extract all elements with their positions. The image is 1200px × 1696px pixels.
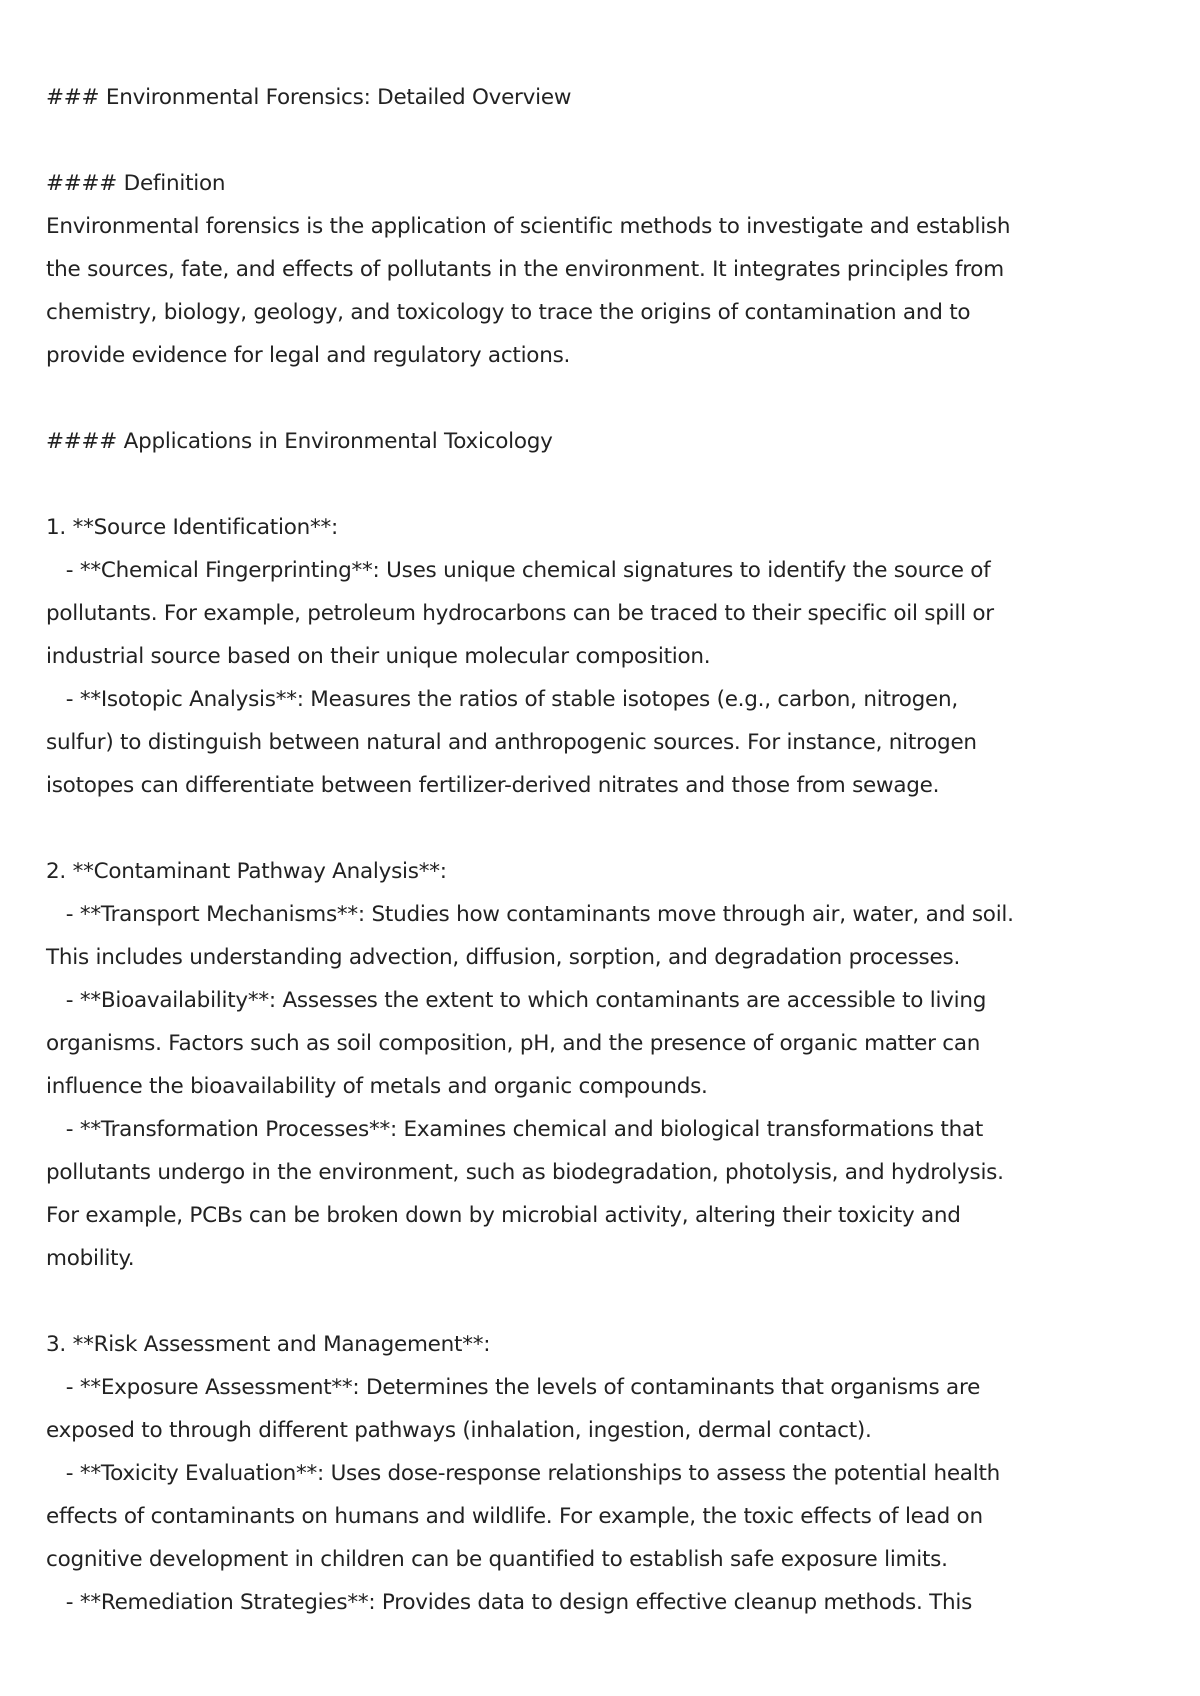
text-line: the sources, fate, and effects of pollutants in the environment. It integrates principles from [46,257,1004,282]
section-heading-definition: #### Definition [46,171,226,196]
doc-title: ### Environmental Forensics: Detailed Overview [46,85,572,110]
text-line: - **Chemical Fingerprinting**: Uses unique chemical signatures to identify the source of [46,558,991,583]
text-line: chemistry, biology, geology, and toxicology to trace the origins of contamination and to [46,300,971,325]
text-line: isotopes can differentiate between fertilizer-derived nitrates and those from sewage. [46,773,940,798]
text-line: effects of contaminants on humans and wildlife. For example, the toxic effects of lead on [46,1504,983,1529]
list-item-heading: 2. **Contaminant Pathway Analysis**: [46,859,447,884]
section-heading-applications: #### Applications in Environmental Toxicology [46,429,553,454]
blank-line [46,119,1166,162]
text-line: pollutants undergo in the environment, such as biodegradation, photolysis, and hydrolysis. [46,1160,1004,1185]
text-line: - **Exposure Assessment**: Determines the levels of contaminants that organisms are [46,1375,981,1400]
text-line: sulfur) to distinguish between natural and anthropogenic sources. For instance, nitrogen [46,730,977,755]
list-item-heading: 3. **Risk Assessment and Management**: [46,1332,491,1357]
blank-line [46,1280,1166,1323]
list-item-heading: 1. **Source Identification**: [46,515,338,540]
blank-line [46,807,1166,850]
text-line: - **Bioavailability**: Assesses the extent to which contaminants are accessible to living [46,988,987,1013]
text-line: influence the bioavailability of metals and organic compounds. [46,1074,708,1099]
text-line: - **Transformation Processes**: Examines chemical and biological transformations that [46,1117,984,1142]
text-line: - **Transport Mechanisms**: Studies how contaminants move through air, water, and soil. [46,902,1014,927]
text-line: For example, PCBs can be broken down by microbial activity, altering their toxicity and [46,1203,961,1228]
text-line: Environmental forensics is the application of scientific methods to investigate and establish [46,214,1011,239]
blank-line [46,463,1166,506]
document-page [46,76,1166,1624]
text-line: pollutants. For example, petroleum hydrocarbons can be traced to their specific oil spill or [46,601,994,626]
text-line: This includes understanding advection, diffusion, sorption, and degradation processes. [46,945,961,970]
blank-line [46,377,1166,420]
text-line: cognitive development in children can be quantified to establish safe exposure limits. [46,1547,948,1572]
text-line: mobility. [46,1246,135,1271]
text-line: organisms. Factors such as soil composition, pH, and the presence of organic matter can [46,1031,981,1056]
text-line: - **Toxicity Evaluation**: Uses dose-response relationships to assess the potential health [46,1461,1001,1486]
text-line: - **Remediation Strategies**: Provides data to design effective cleanup methods. This [46,1590,973,1615]
text-line: exposed to through different pathways (inhalation, ingestion, dermal contact). [46,1418,872,1443]
text-line: industrial source based on their unique molecular composition. [46,644,711,669]
text-line: provide evidence for legal and regulatory actions. [46,343,571,368]
text-line: - **Isotopic Analysis**: Measures the ratios of stable isotopes (e.g., carbon, nitrogen, [46,687,958,712]
